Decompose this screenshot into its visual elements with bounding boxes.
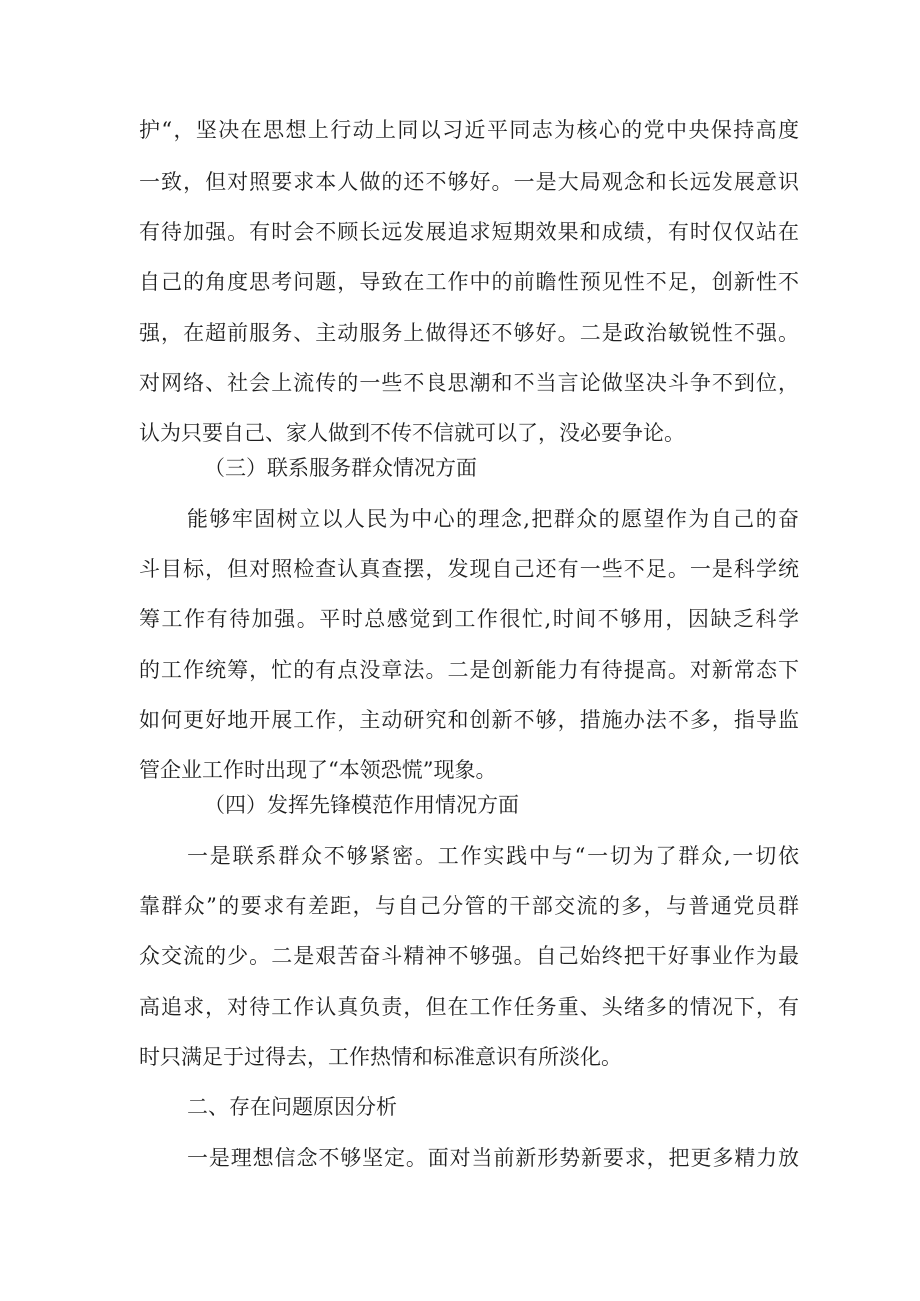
paragraph-line: 一是联系群众不够紧密。工作实践中与“一切为了群众,一切依 bbox=[187, 844, 799, 868]
paragraph-line: 有待加强。有时会不顾长远发展追求短期效果和成绩，有时仅仅站在 bbox=[139, 220, 799, 244]
paragraph-line: 筹工作有待加强。平时总感觉到工作很忙,时间不够用，因缺乏科学 bbox=[139, 607, 799, 631]
paragraph-line: 管企业工作时出现了“本领恐慌”现象。 bbox=[139, 758, 497, 782]
paragraph-line: 认为只要自己、家人做到不传不信就可以了，没必要争论。 bbox=[139, 421, 685, 445]
paragraph-line: 如何更好地开展工作，主动研究和创新不够，措施办法不多，指导监 bbox=[139, 708, 799, 732]
paragraph-line: 护“，坚决在思想上行动上同以习近平同志为核心的党中央保持高度 bbox=[139, 118, 799, 142]
section-heading: （四）发挥先锋模范作用情况方面 bbox=[204, 793, 519, 817]
paragraph-line: 的工作统筹，忙的有点没章法。二是创新能力有待提高。对新常态下 bbox=[139, 658, 799, 682]
section-heading: （三）联系服务群众情况方面 bbox=[204, 456, 477, 480]
paragraph-line: 高追求，对待工作认真负责，但在工作任务重、头绪多的情况下，有 bbox=[139, 995, 799, 1019]
paragraph-line: 强，在超前服务、主动服务上做得还不够好。二是政治敏锐性不强。 bbox=[139, 321, 799, 345]
paragraph-line: 能够牢固树立以人民为中心的理念,把群众的愿望作为自己的奋 bbox=[187, 507, 799, 531]
paragraph-line: 自己的角度思考问题，导致在工作中的前瞻性预见性不足，创新性不 bbox=[139, 270, 799, 294]
paragraph-line: 一致，但对照要求本人做的还不够好。一是大局观念和长远发展意识 bbox=[139, 170, 799, 194]
paragraph-line: 靠群众”的要求有差距，与自己分管的干部交流的多，与普通党员群 bbox=[139, 894, 799, 918]
paragraph-line: 对网络、社会上流传的一些不良思潮和不当言论做坚决斗争不到位， bbox=[139, 371, 799, 395]
paragraph-line: 时只满足于过得去，工作热情和标准意识有所淡化。 bbox=[139, 1045, 622, 1069]
paragraph-line: 众交流的少。二是艰苦奋斗精神不够强。自己始终把干好事业作为最 bbox=[139, 944, 799, 968]
section-heading: 二、存在问题原因分析 bbox=[187, 1095, 397, 1119]
paragraph-line: 一是理想信念不够坚定。面对当前新形势新要求，把更多精力放 bbox=[187, 1146, 799, 1170]
paragraph-line: 斗目标，但对照检查认真查摆，发现自己还有一些不足。一是科学统 bbox=[139, 557, 799, 581]
